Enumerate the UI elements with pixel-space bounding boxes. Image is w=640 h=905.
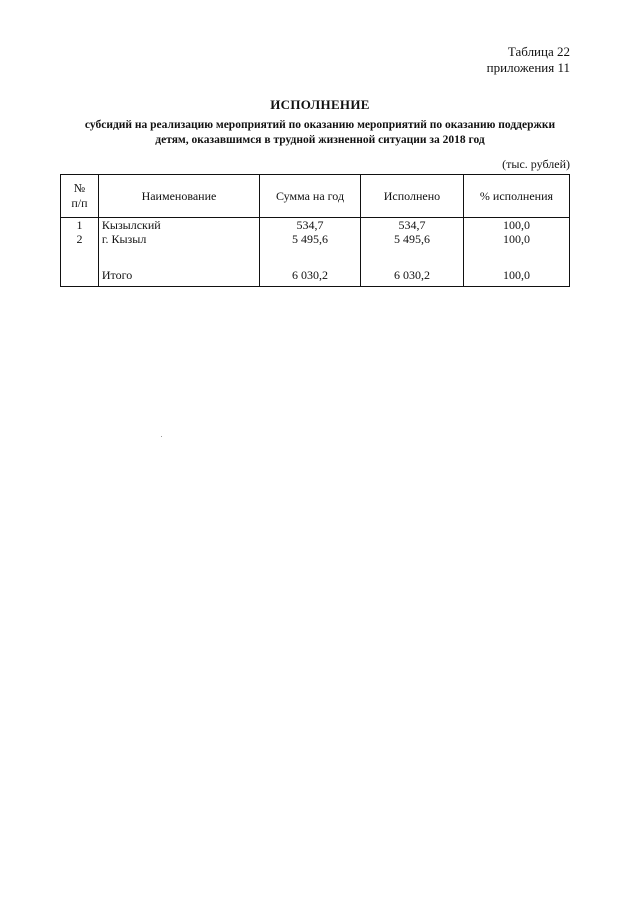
row-name: Кызылский (98, 218, 259, 233)
total-row (61, 268, 570, 287)
header-done: Исполнено (360, 175, 463, 218)
row-pct: 100,0 (463, 232, 569, 246)
header-name: Наименование (98, 175, 259, 218)
document-title: ИСПОЛНЕНИЕ (270, 97, 370, 112)
row-num: 1 (61, 218, 99, 233)
scan-speck (161, 436, 162, 437)
row-pct: 100,0 (463, 218, 569, 233)
row-sum: 5 495,6 (260, 232, 361, 246)
header-pct: % исполнения (463, 175, 569, 218)
subtitle-line-2: детям, оказавшимся в трудной жизненной ситуации за 2018 год (155, 134, 485, 146)
row-name: г. Кызыл (98, 232, 259, 246)
table-row (61, 218, 570, 233)
table-row (61, 232, 570, 246)
table-number: Таблица 22 (507, 44, 570, 59)
row-sum: 534,7 (260, 218, 361, 233)
table-header-row (61, 175, 570, 218)
header-num-label: № п/п (71, 181, 88, 210)
total-pct: 100,0 (463, 268, 569, 287)
units-label: (тыс. рублей) (502, 157, 570, 171)
total-sum: 6 030,2 (260, 268, 361, 287)
appendix-number: приложения 11 (486, 60, 570, 75)
total-done: 6 030,2 (360, 268, 463, 287)
row-num: 2 (61, 232, 99, 246)
total-name: Итого (98, 268, 259, 287)
header-sum: Сумма на год (260, 175, 361, 218)
subtitle-line-1: субсидий на реализацию мероприятий по оказанию мероприятий по оказанию поддержки (84, 119, 556, 131)
execution-table (60, 174, 570, 287)
document-subtitle (60, 118, 580, 148)
row-done: 534,7 (360, 218, 463, 233)
table-reference (487, 44, 570, 76)
header-num (61, 175, 99, 218)
table-spacer-row (61, 246, 570, 268)
row-done: 5 495,6 (360, 232, 463, 246)
